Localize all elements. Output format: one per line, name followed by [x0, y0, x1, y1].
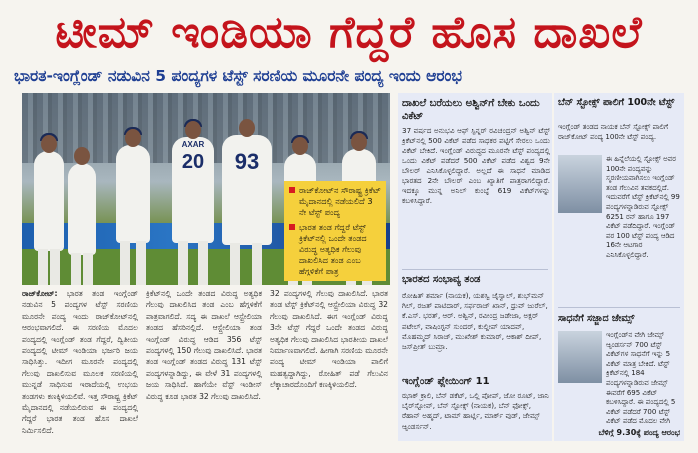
match-time: ಬೆಳಿಗ್ಗೆ 9.30ಕ್ಕೆ ಪಂದ್ಯ ಆರಂಭ [598, 428, 680, 437]
anderson-photo [558, 331, 602, 383]
article-body [22, 288, 390, 448]
sidebar-title-ashwin: ದಾಖಲೆ ಬರೆಯಲು ಅಶ್ವಿನ್‌ಗೆ ಬೇಕು ಒಂದು ವಿಕೆಟ್ [402, 98, 540, 122]
sidebar-text-england-xi: ಝಾಕ್ ಕ್ರಾಲಿ, ಬೆನ್ ಡಕೆಟ್, ಒಲ್ಲಿ ಪೋಪ್, ಜೋ ರೂಟ್, ಜಾನಿ ಬೈರ್‌ಸ್ಟೋವ್, ಬೆನ್ ಸ್ಟೋಕ್ಸ್ (ನಾಯಕ), ಬೆನ್ ಫೋಕ್ಸ್, ರೆಹಾನ್ ಅಹ್ಮದ್, ಟಾಮ್ ಹಾರ್ಟ್ಲಿ, ಮಾರ್ಕ್ ವುಡ್, ಜೇಮ್ಸ್ ಆ್ಯಂಡರ್ಸನ್. [402, 391, 549, 431]
player-93 [222, 135, 272, 245]
jersey-number: 20 [181, 151, 205, 173]
right-text-stokes: ಈ ಹಿನ್ನೆಲೆಯಲ್ಲಿ ಸ್ಟೋಕ್ಸ್ ಅವರ 100ನೇ ಪಂದ್ಯವನ್ನು ಸ್ಮರಣೀಯವಾಗಿಸಲು ಇಂಗ್ಲೆಂಡ್ ತಂಡ ಗೆಲುವಿನ ತವಕದಲ್ಲಿದೆ. ಇದುವರೆಗೆ ಟೆಸ್ಟ್ ಕ್ರಿಕೆಟ್‌ನಲ್ಲಿ 99 ಪಂದ್ಯಗಳನ್ನಾಡಿರುವ ಸ್ಟೋಕ್ಸ್ 6251 ರನ್ ಹಾಗೂ 197 ವಿಕೆಟ್ ಪಡೆದಿದ್ದಾರೆ. ಇಂಗ್ಲೆಂಡ್ ಪರ 100 ಟೆಸ್ಟ್ ಪಂದ್ಯ ಆಡಿದ 16ನೇ ಆಟಗಾರ ಎನಿಸಿಕೊಳ್ಳಲಿದ್ದಾರೆ. [606, 155, 680, 259]
dateline: ರಾಜ್‌ಕೋಟ್: [22, 289, 58, 298]
right-title-stokes: ಬೆನ್ ಸ್ಟೋಕ್ಸ್ ಪಾಲಿಗೆ 100ನೇ ಟೆಸ್ಟ್ [558, 97, 675, 108]
jersey-name: AXAR [181, 140, 205, 149]
player-figure [34, 151, 64, 251]
sidebar-title-india-squad: ಭಾರತದ ಸಂಭಾವ್ಯ ತಂಡ [402, 274, 481, 285]
divider [402, 269, 548, 270]
right-title-james: ಸಾಧನೆಗೆ ಸಜ್ಜಾದ ಜೇಮ್ಸ್ [558, 313, 635, 324]
stokes-photo [558, 155, 602, 213]
player-figure [116, 145, 150, 243]
player-figure [68, 163, 96, 255]
sidebar-text-ashwin: 37 ವರ್ಷದ ಅನುಭವಿ ಆಫ್ ಸ್ಪಿನ್ನರ್ ರವಿಚಂದ್ರನ್ ಅಶ್ವಿನ್ ಟೆಸ್ಟ್ ಕ್ರಿಕೆಟ್‌ನಲ್ಲಿ 500 ವಿಕೆಟ್ ಪಡೆದ ಸಾಧಕರ ಪಟ್ಟಿಗೆ ಸೇರಲು ಒಂದು ವಿಕೆಟ್ ಬೇಕಿದೆ. ಇಂಗ್ಲೆಂಡ್ ವಿರುದ್ಧದ ಮೂರನೇ ಟೆಸ್ಟ್ ಪಂದ್ಯದಲ್ಲಿ ಒಂದು ವಿಕೆಟ್ ಪಡೆದರೆ 500 ವಿಕೆಟ್ ಪಡೆದ ವಿಶ್ವದ 9ನೇ ಬೌಲರ್ ಎನಿಸಿಕೊಳ್ಳಲಿದ್ದಾರೆ. ಅಲ್ಲದೆ ಈ ಸಾಧನೆ ಮಾಡಿದ ಭಾರತದ 2ನೇ ಬೌಲರ್ ಎಂಬ ಖ್ಯಾತಿಗೆ ಪಾತ್ರರಾಗಲಿದ್ದಾರೆ. ಇದಕ್ಕೂ ಮುನ್ನ ಅನಿಲ್ ಕುಂಬ್ಳೆ 619 ವಿಕೆಟ್‌ಗಳನ್ನು ಕಬಳಿಸಿದ್ದಾರೆ. [402, 126, 550, 205]
article-column-3: 32 ಪಂದ್ಯಗಳಲ್ಲಿ ಗೆಲುವು ದಾಖಲಿಸಿದೆ. ಭಾರತ ತಂಡ ಟೆಸ್ಟ್ ಕ್ರಿಕೆಟ್‌ನಲ್ಲಿ ಆಸ್ಟ್ರೇಲಿಯಾ ವಿರುದ್ಧ 32 ಗೆಲುವು ದಾಖಲಿಸಿದೆ. ಈಗ ಇಂಗ್ಲೆಂಡ್ ವಿರುದ್ಧ 3ನೇ ಟೆಸ್ಟ್ ಗೆದ್ದರೆ ಒಂದೇ ತಂಡದ ವಿರುದ್ಧ ಅತ್ಯಧಿಕ ಗೆಲುವು ದಾಖಲಿಸಿದ ಭಾರತೀಯ ದಾಖಲೆ ನಿರ್ಮಾಣವಾಗಲಿದೆ. ಹೀಗಾಗಿ ಸರಣಿಯ ಮೂರನೇ ಪಂದ್ಯ ಟೀಮ್ ಇಂಡಿಯಾ ಪಾಲಿಗೆ ಮಹತ್ವದ್ದಾಗಿದ್ದು, ರೋಹಿತ್ ಪಡೆ ಗೆಲುವಿನ ಲೆಕ್ಕಾಚಾರದೊಂದಿಗೆ ಕಣಕ್ಕಿಳಿಯಲಿದೆ. [270, 289, 388, 390]
sidebar-text-india-squad: ರೋಹಿತ್ ಶರ್ಮಾ (ನಾಯಕ), ಯಶಸ್ವಿ ಜೈಸ್ವಾಲ್, ಶುಭ್‌ಮನ್ ಗಿಲ್, ರಜತ್ ಪಾಟಿದಾರ್, ಸರ್ಫರಾಜ್ ಖಾನ್, ಧ್ರುವ್ ಜುರೆಲ್, ಕೆ.ಎಸ್. ಭರತ್, ಆರ್. ಅಶ್ವಿನ್, ರವೀಂದ್ರ ಜಡೇಜಾ, ಅಕ್ಷರ್ ಪಟೇಲ್, ವಾಷಿಂಗ್ಟನ್ ಸುಂದರ್, ಕುಲ್ದೀಪ್ ಯಾದವ್, ಮೊಹಮ್ಮದ್ ಸಿರಾಜ್, ಮುಖೇಶ್ ಕುಮಾರ್, ಆಕಾಶ್ ದೀಪ್, ಜಸ್‌ಪ್ರೀತ್ ಬುಮ್ರಾ. [402, 291, 548, 352]
highlight-item: ರಾಜ್‌ಕೋಟ್‌ನ ಸೌರಾಷ್ಟ್ರ ಕ್ರಿಕೆಟ್ ಮೈದಾನದಲ್ಲಿ ನಡೆಯಲಿದೆ 3 ನೇ ಟೆಸ್ಟ್ ಪಂದ್ಯ [289, 185, 381, 218]
highlight-box [284, 181, 386, 281]
divider [558, 307, 680, 308]
headline: ಟೀಮ್ ಇಂಡಿಯಾ ಗೆದ್ದರೆ ಹೊಸ ದಾಖಲೆ [55, 7, 643, 58]
sidebar-panel [398, 93, 552, 441]
sidebar-title-england-xi: ಇಂಗ್ಲೆಂಡ್ ಪ್ಲೇಯಿಂಗ್ 11 [402, 376, 490, 387]
right-panel [554, 93, 684, 441]
bullet-square-icon [289, 224, 295, 230]
highlight-item: ಭಾರತ ತಂಡ ಗೆದ್ದರೆ ಟೆಸ್ಟ್ ಕ್ರಿಕೆಟ್‌ನಲ್ಲಿ ಒಂದೇ ತಂಡದ ವಿರುದ್ಧ ಅತ್ಯಧಿಕ ಗೆಲುವು ದಾಖಲಿಸಿದ ತಂಡ ಎಂಬ ಹೆಗ್ಗಳಿಕೆಗೆ ಪಾತ್ರ [289, 222, 381, 277]
ashwin-section [402, 97, 550, 206]
right-text-stokes-intro: ಇಂಗ್ಲೆಂಡ್ ತಂಡದ ನಾಯಕ ಬೆನ್ ಸ್ಟೋಕ್ಸ್ ಪಾಲಿಗೆ ರಾಜ್‌ಕೋಟ್ ಪಂದ್ಯ 100ನೇ ಟೆಸ್ಟ್ ಪಂದ್ಯ. [558, 123, 669, 141]
bullet-square-icon [289, 187, 295, 193]
article-column-2: ಕ್ರಿಕೆಟ್‌ನಲ್ಲಿ ಒಂದೇ ತಂಡದ ವಿರುದ್ಧ ಅತ್ಯಧಿಕ ಗೆಲುವು ದಾಖಲಿಸಿದ ತಂಡ ಎಂಬ ಹೆಗ್ಗಳಿಕೆಗೆ ಪಾತ್ರವಾಗಲಿದೆ. ಸದ್ಯ ಈ ದಾಖಲೆ ಆಸ್ಟ್ರೇಲಿಯಾ ತಂಡದ ಹೆಸರಿನಲ್ಲಿದೆ. ಆಸ್ಟ್ರೇಲಿಯಾ ತಂಡ ಇಂಗ್ಲೆಂಡ್ ವಿರುದ್ಧ ಆಡಿದ 356 ಟೆಸ್ಟ್ ಪಂದ್ಯಗಳಲ್ಲಿ 150 ಗೆಲುವು ದಾಖಲಿಸಿದೆ. ಭಾರತ ತಂಡ ಇಂಗ್ಲೆಂಡ್ ತಂಡದ ವಿರುದ್ಧ 131 ಟೆಸ್ಟ್ ಪಂದ್ಯಗಳನ್ನಾಡಿದ್ದು, ಈ ವೇಳೆ 31 ಪಂದ್ಯಗಳಲ್ಲಿ ಜಯ ಸಾಧಿಸಿದೆ. ಹಾಗೆಯೇ ವೆಸ್ಟ್ ಇಂಡೀಸ್ ವಿರುದ್ಧ ಕೂಡ ಭಾರತ 32 ಗೆಲುವು ದಾಖಲಿಸಿದೆ. [146, 289, 262, 401]
subheadline: ಭಾರತ-ಇಂಗ್ಲೆಂಡ್ ನಡುವಿನ 5 ಪಂದ್ಯಗಳ ಟೆಸ್ಟ್ ಸರಣಿಯ ಮೂರನೇ ಪಂದ್ಯ ಇಂದು ಆರಂಭ [14, 67, 463, 85]
jersey-number: 93 [234, 149, 260, 174]
article-column-1: ರಾಜ್‌ಕೋಟ್: ಭಾರತ ತಂಡ ಇಂಗ್ಲೆಂಡ್ ನಡುವಿನ 5 ಪಂದ್ಯಗಳ ಟೆಸ್ಟ್ ಸರಣಿಯ ಮೂರನೇ ಪಂದ್ಯ ಇಂದು ರಾಜ್‌ಕೋಟ್‌ನಲ್ಲಿ ಆರಂಭವಾಗಲಿದೆ. ಈ ಸರಣಿಯ ಮೊದಲ ಪಂದ್ಯದಲ್ಲಿ ಇಂಗ್ಲೆಂಡ್ ತಂಡ ಗೆದ್ದರೆ, ದ್ವಿತೀಯ ಪಂದ್ಯದಲ್ಲಿ ಟೀಮ್ ಇಂಡಿಯಾ ಭರ್ಜರಿ ಜಯ ಸಾಧಿಸಿತ್ತು. ಇದೀಗ ಮೂರನೇ ಪಂದ್ಯದಲ್ಲಿ ಗೆಲುವು ದಾಖಲಿಸುವ ಮೂಲಕ ಸರಣಿಯಲ್ಲಿ ಮುನ್ನಡೆ ಸಾಧಿಸುವ ಇರಾದೆಯಲ್ಲಿ ಉಭಯ ತಂಡಗಳು ಕಣಕ್ಕಿಳಿಯಲಿವೆ. ಇತ್ತ ಸೌರಾಷ್ಟ್ರ ಕ್ರಿಕೆಟ್ ಮೈದಾನದಲ್ಲಿ ನಡೆಯಲಿರುವ ಈ ಪಂದ್ಯದಲ್ಲಿ ಗೆದ್ದರೆ ಭಾರತ ತಂಡ ಹೊಸ ದಾಖಲೆ ನಿರ್ಮಿಸಲಿದೆ. [22, 289, 138, 435]
player-axar [172, 137, 214, 243]
right-text-james: ಇಂಗ್ಲೆಂಡ್‌ನ ವೇಗಿ ಜೇಮ್ಸ್ ಆ್ಯಂಡರ್ಸನ್ 700 ಟೆಸ್ಟ್ ವಿಕೆಟ್‌ಗಳ ಸಾಧನೆಗೆ ಇನ್ನು 5 ವಿಕೆಟ್ ಮಾತ್ರ ಬೇಕಿದೆ. ಟೆಸ್ಟ್ ಕ್ರಿಕೆಟ್‌ನಲ್ಲಿ 184 ಪಂದ್ಯಗಳನ್ನಾಡಿರುವ ಜೇಮ್ಸ್ ಈವರೆಗೆ 695 ವಿಕೆಟ್ ಕಬಳಿಸಿದ್ದಾರೆ. ಈ ಪಂದ್ಯದಲ್ಲಿ 5 ವಿಕೆಟ್ ಪಡೆದರೆ 700 ಟೆಸ್ಟ್ ವಿಕೆಟ್ ಪಡೆದ ಮೊದಲ ವೇಗಿ [606, 331, 676, 426]
